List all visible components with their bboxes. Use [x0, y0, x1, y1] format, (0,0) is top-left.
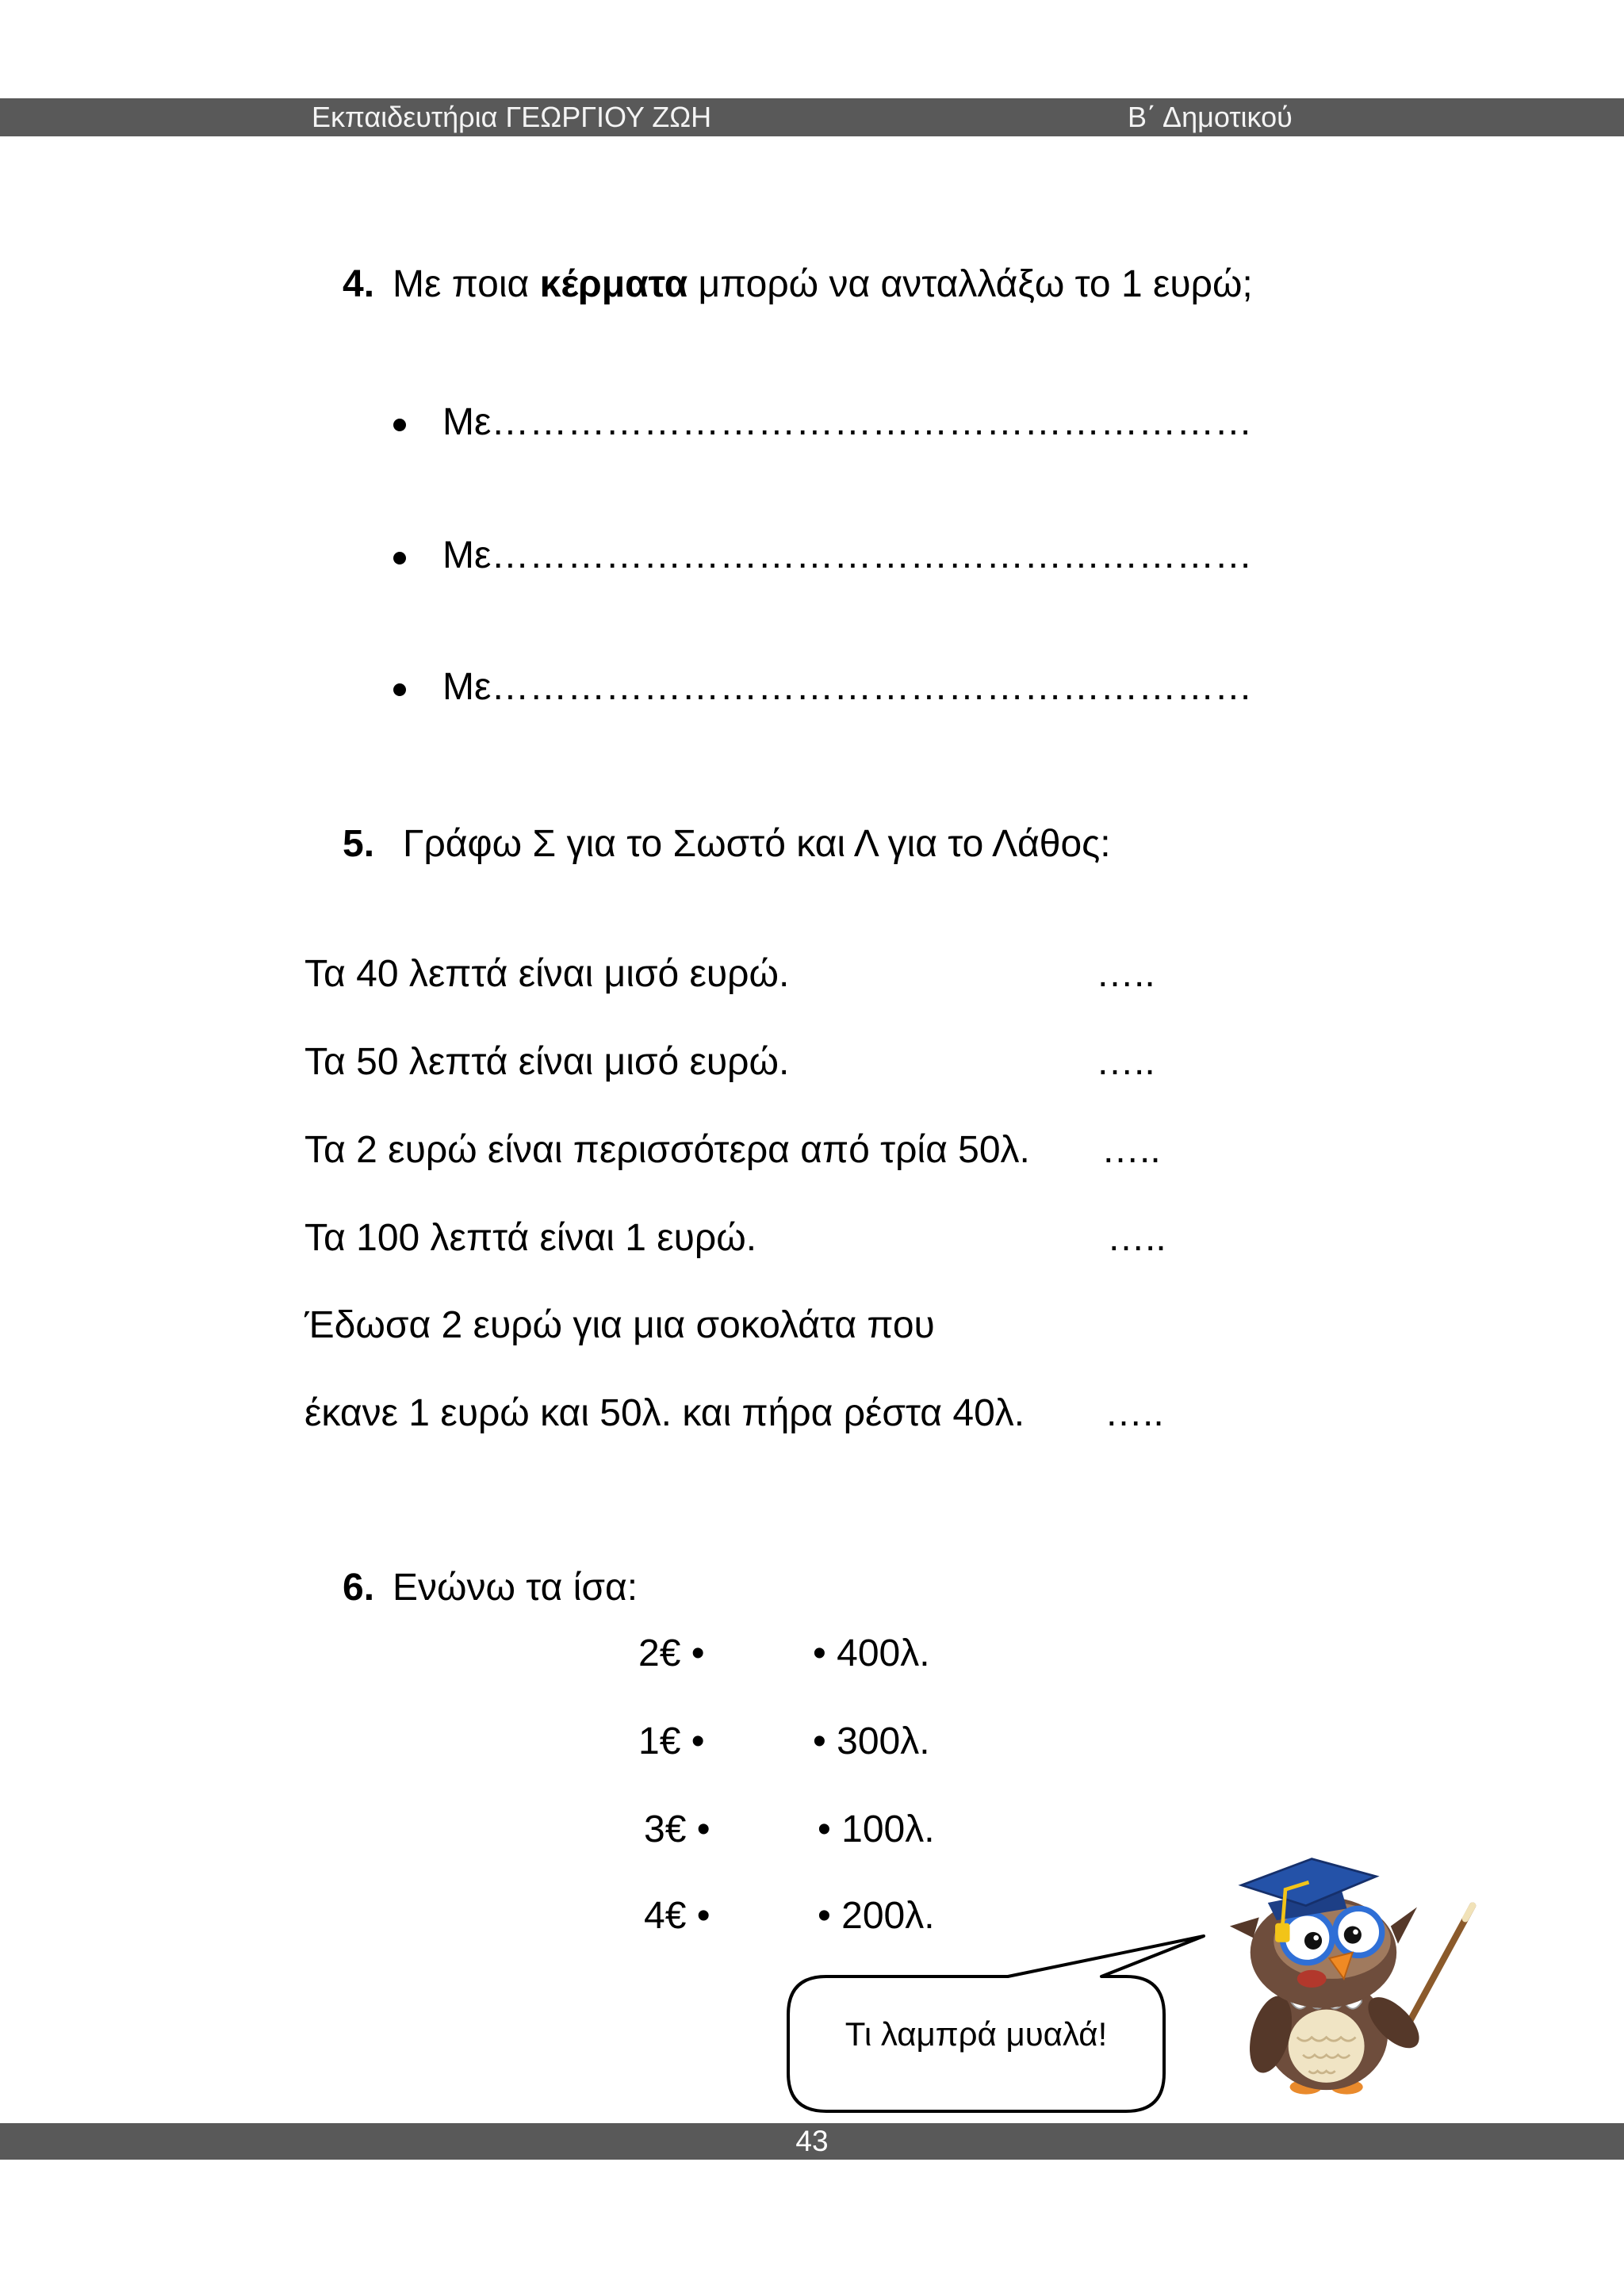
match-item-right: • 300λ. [813, 1720, 930, 1762]
answer-line: Με…………………………………………………… [442, 534, 1253, 576]
footer-bar [0, 2123, 1624, 2160]
grade-label: Β΄ Δημοτικού [1128, 101, 1293, 133]
match-item-right: • 400λ. [813, 1632, 930, 1674]
speech-bubble-text: Τι λαμπρά μυαλά! [845, 2015, 1108, 2053]
match-item-left: 1€ • [638, 1720, 705, 1762]
answer-blank: ….. [1101, 1129, 1161, 1171]
exercise-prompt: Γράφω Σ για το Σωστό και Λ για το Λάθος: [403, 823, 1111, 865]
match-item-left: 4€ • [644, 1895, 710, 1937]
match-item-left: 2€ • [638, 1632, 705, 1674]
match-item-right: • 200λ. [818, 1895, 935, 1937]
bullet-icon [393, 552, 406, 564]
bullet-icon [393, 683, 406, 696]
statement-text: Τα 50 λεπτά είναι μισό ευρώ. [304, 1041, 790, 1083]
header-bar [0, 98, 1624, 136]
exercise-prompt: Ενώνω τα ίσα: [393, 1567, 638, 1609]
prompt-text: μπορώ να ανταλλάξω το 1 ευρώ; [688, 263, 1253, 305]
match-item-left: 3€ • [644, 1808, 710, 1850]
exercise-number: 4. [343, 263, 375, 305]
answer-blank: ….. [1096, 953, 1155, 995]
answer-line: Με…………………………………………………… [442, 401, 1253, 443]
exercise-number: 6. [343, 1567, 375, 1609]
match-item-right: • 100λ. [818, 1808, 935, 1850]
answer-blank: ….. [1107, 1217, 1166, 1259]
statement-text: Έδωσα 2 ευρώ για μια σοκολάτα που [304, 1304, 935, 1346]
statement-text: Τα 100 λεπτά είναι 1 ευρώ. [304, 1217, 757, 1259]
exercise-prompt [393, 262, 1253, 307]
statement-text: Τα 2 ευρώ είναι περισσότερα από τρία 50λ. [304, 1129, 1030, 1171]
answer-line: Με…………………………………………………… [442, 666, 1253, 708]
page-number: 43 [795, 2125, 829, 2157]
statement-text: έκανε 1 ευρώ και 50λ. και πήρα ρέστα 40λ. [304, 1392, 1025, 1434]
bullet-icon [393, 419, 406, 431]
prompt-bold-word: κέρματα [539, 263, 688, 305]
statement-text: Τα 40 λεπτά είναι μισό ευρώ. [304, 953, 790, 995]
answer-blank: ….. [1096, 1041, 1155, 1083]
answer-blank: ….. [1105, 1392, 1164, 1434]
owl-teacher-icon [1201, 1841, 1502, 2105]
school-name: Εκπαιδευτήρια ΓΕΩΡΓΙΟΥ ΖΩΗ [312, 101, 712, 133]
prompt-text: Με ποια [393, 263, 540, 305]
exercise-number: 5. [343, 823, 375, 865]
